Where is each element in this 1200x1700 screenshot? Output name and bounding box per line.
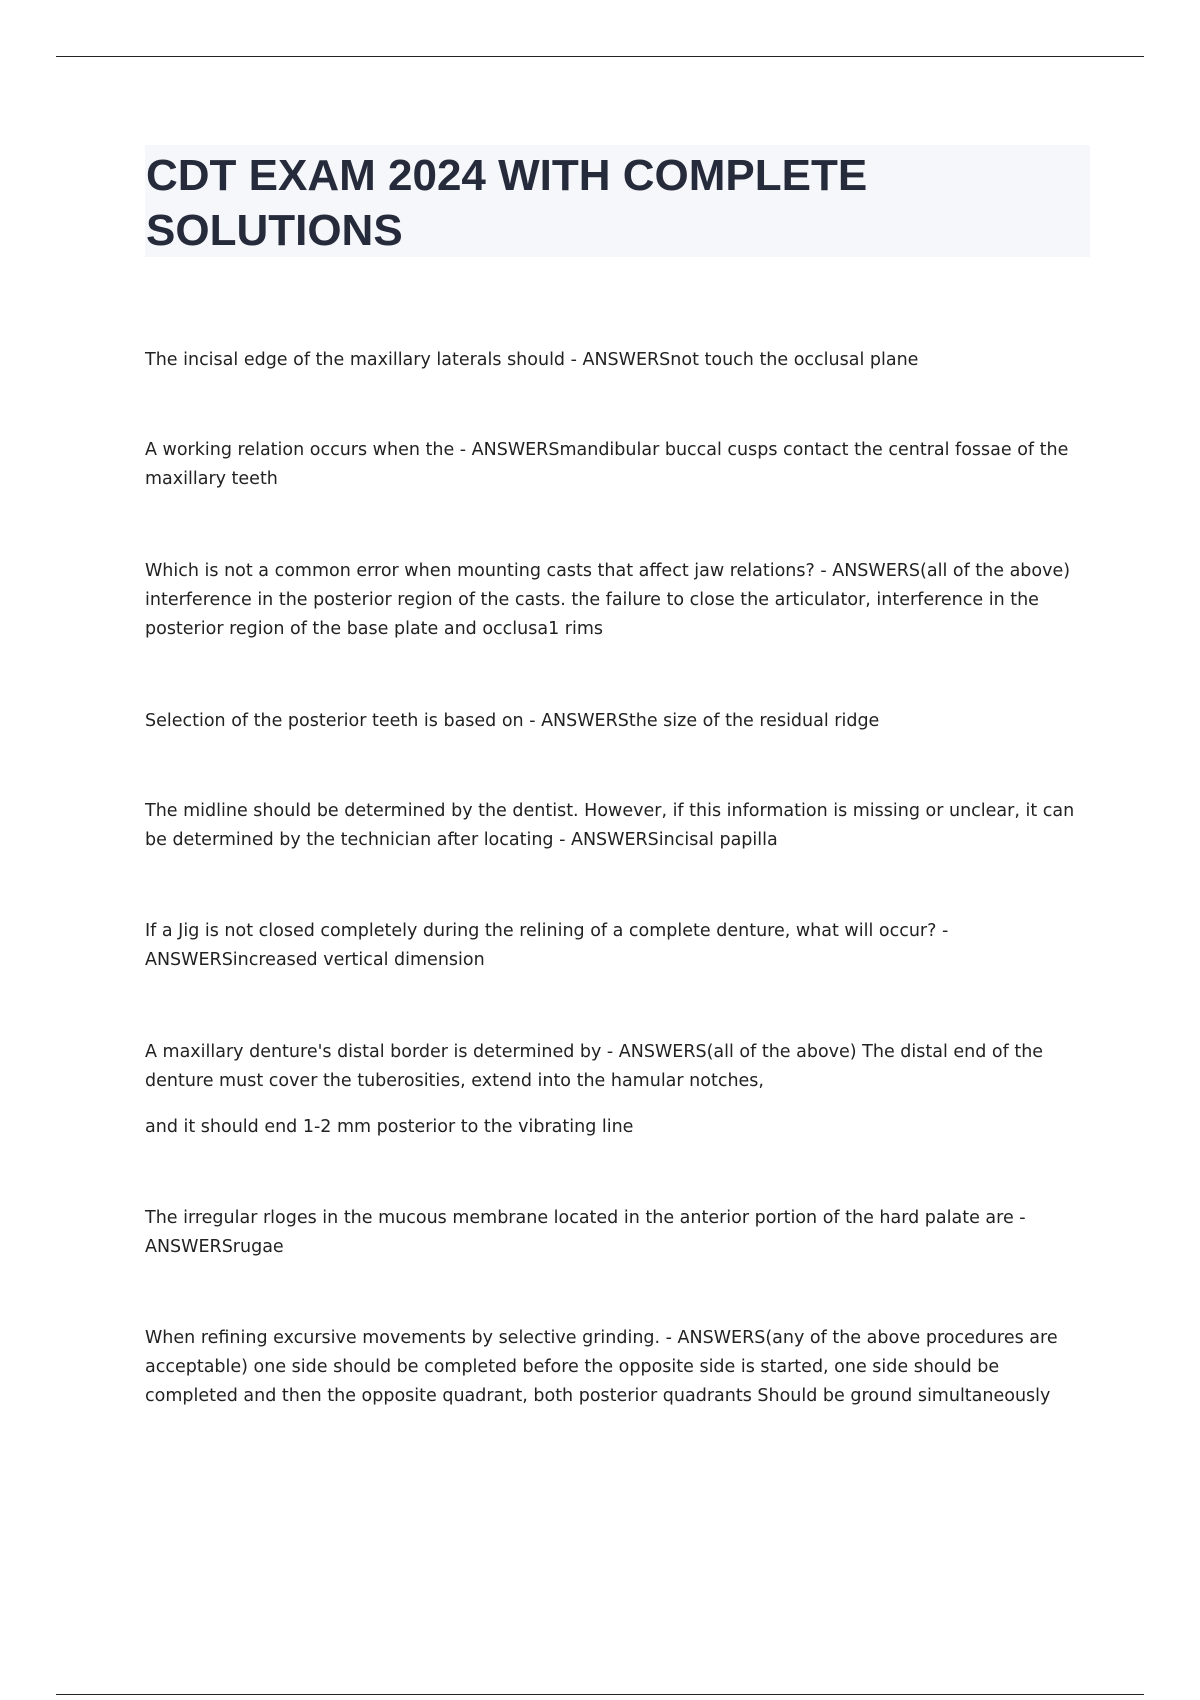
qa-item: Which is not a common error when mounting casts that affect jaw relations? - ANSWERS(all of the above) interference in the posterior region of the casts. the failure to close the articulator, interference in the posterior region of the base plate and occlusa1 rims xyxy=(145,561,1071,639)
qa-item: and it should end 1-2 mm posterior to the vibrating line xyxy=(145,1117,634,1137)
qa-item: If a Jig is not closed completely during the relining of a complete denture, what will occur? - ANSWERSincreased vertical dimension xyxy=(145,921,949,970)
qa-item: The irregular rloges in the mucous membrane located in the anterior portion of the hard palate are - ANSWERSrugae xyxy=(145,1208,1026,1257)
qa-item: The incisal edge of the maxillary laterals should - ANSWERSnot touch the occlusal plane xyxy=(145,350,919,370)
document-title: CDT EXAM 2024 WITH COMPLETE SOLUTIONS xyxy=(146,151,868,255)
qa-item: The midline should be determined by the dentist. However, if this information is missing or unclear, it can be determined by the technician after locating - ANSWERSincisal papilla xyxy=(145,801,1075,850)
title-banner xyxy=(145,145,1090,257)
qa-item: A maxillary denture's distal border is determined by - ANSWERS(all of the above) The distal end of the denture must cover the tuberosities, extend into the hamular notches, xyxy=(145,1042,1044,1091)
qa-item: Selection of the posterior teeth is based on - ANSWERSthe size of the residual ridge xyxy=(145,711,880,731)
top-rule xyxy=(56,56,1144,57)
qa-item: A working relation occurs when the - ANSWERSmandibular buccal cusps contact the central fossae of the maxillary teeth xyxy=(145,440,1069,489)
bottom-rule xyxy=(56,1694,1144,1695)
qa-item: When refining excursive movements by selective grinding. - ANSWERS(any of the above procedures are acceptable) one side should be completed before the opposite side is started, one side should be completed and then the opposite quadrant, both posterior quadrants Should be ground simultaneously xyxy=(145,1328,1058,1406)
